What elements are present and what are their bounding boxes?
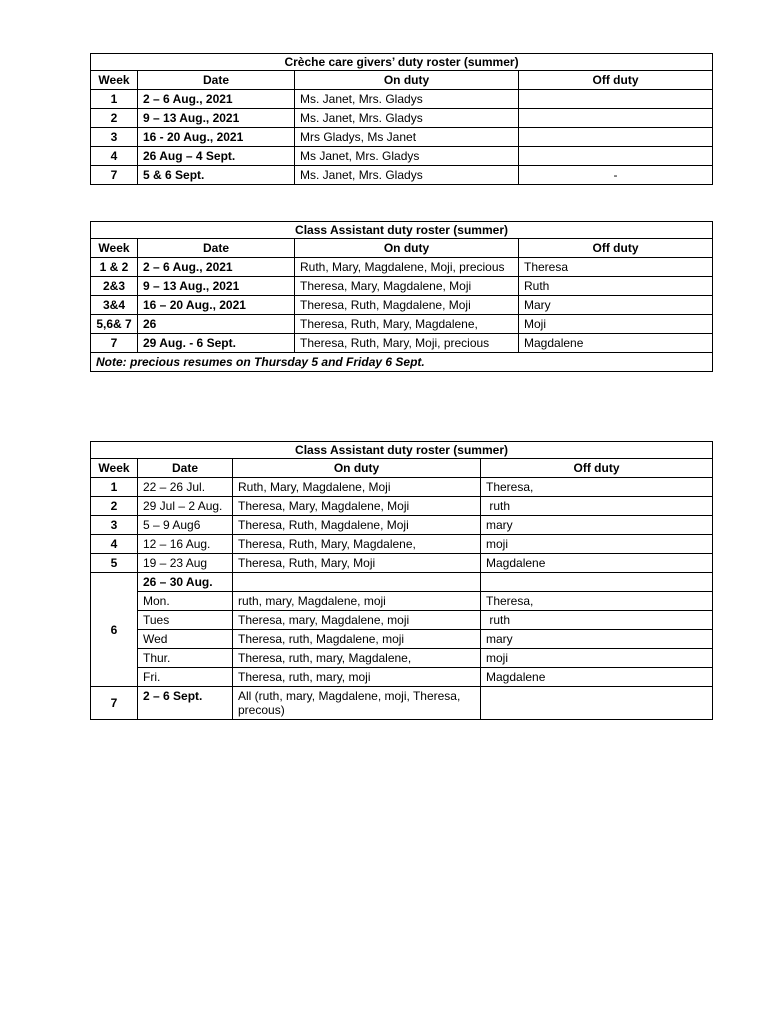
day-cell: Wed — [138, 630, 233, 649]
table-row — [91, 315, 713, 334]
on-duty-cell: Theresa, Mary, Magdalene, Moji — [295, 277, 519, 296]
off-duty-cell: Theresa — [519, 258, 713, 277]
off-duty-cell — [519, 90, 713, 109]
on-duty-cell: Theresa, mary, Magdalene, moji — [233, 611, 481, 630]
week-cell: 5,6& 7 — [91, 315, 138, 334]
table-title: Crèche care givers’ duty roster (summer) — [91, 54, 713, 71]
week-cell: 3 — [91, 128, 138, 147]
header-on-duty: On duty — [233, 459, 481, 478]
header-date: Date — [138, 71, 295, 90]
off-duty-cell — [481, 573, 713, 592]
header-off-duty: Off duty — [519, 239, 713, 258]
off-duty-cell: Mary — [519, 296, 713, 315]
table-row — [91, 573, 713, 592]
on-duty-cell: All (ruth, mary, Magdalene, moji, Theresa, precous) — [233, 687, 481, 720]
table-row — [91, 497, 713, 516]
date-cell: 16 – 20 Aug., 2021 — [138, 296, 295, 315]
table-row — [91, 535, 713, 554]
week-cell: 2 — [91, 109, 138, 128]
table-row — [91, 166, 713, 185]
on-duty-cell: Theresa, Ruth, Mary, Moji, precious — [295, 334, 519, 353]
week-cell: 2 — [91, 497, 138, 516]
on-duty-cell: Theresa, Mary, Magdalene, Moji — [233, 497, 481, 516]
day-cell: Mon. — [138, 592, 233, 611]
table-row — [91, 592, 713, 611]
table-title: Class Assistant duty roster (summer) — [91, 442, 713, 459]
on-duty-cell: Ms. Janet, Mrs. Gladys — [295, 109, 519, 128]
header-date: Date — [138, 239, 295, 258]
date-cell: 29 Jul – 2 Aug. — [138, 497, 233, 516]
off-duty-cell — [519, 128, 713, 147]
week-cell: 7 — [91, 166, 138, 185]
off-duty-cell: mary — [481, 630, 713, 649]
off-duty-cell — [519, 147, 713, 166]
on-duty-cell: Theresa, Ruth, Mary, Magdalene, — [233, 535, 481, 554]
table-row — [91, 90, 713, 109]
off-duty-cell: ruth — [481, 611, 713, 630]
header-off-duty: Off duty — [481, 459, 713, 478]
date-cell: 19 – 23 Aug — [138, 554, 233, 573]
header-on-duty: On duty — [295, 239, 519, 258]
off-duty-cell: Moji — [519, 315, 713, 334]
date-cell: 2 – 6 Aug., 2021 — [138, 258, 295, 277]
on-duty-cell: Ms Janet, Mrs. Gladys — [295, 147, 519, 166]
date-cell: 26 — [138, 315, 295, 334]
date-cell: 22 – 26 Jul. — [138, 478, 233, 497]
week-cell: 2&3 — [91, 277, 138, 296]
off-duty-cell: - — [519, 166, 713, 185]
table-row — [91, 668, 713, 687]
day-cell: Fri. — [138, 668, 233, 687]
table-row — [91, 334, 713, 353]
on-duty-cell: ruth, mary, Magdalene, moji — [233, 592, 481, 611]
date-cell: 5 & 6 Sept. — [138, 166, 295, 185]
date-cell: 12 – 16 Aug. — [138, 535, 233, 554]
table-row — [91, 128, 713, 147]
class-assistant-roster-table-2 — [90, 441, 713, 720]
off-duty-cell: ruth — [481, 497, 713, 516]
header-week: Week — [91, 239, 138, 258]
on-duty-cell: Ruth, Mary, Magdalene, Moji — [233, 478, 481, 497]
date-cell: 26 – 30 Aug. — [138, 573, 233, 592]
on-duty-cell: Mrs Gladys, Ms Janet — [295, 128, 519, 147]
on-duty-cell: Theresa, Ruth, Magdalene, Moji — [233, 516, 481, 535]
on-duty-cell: Theresa, Ruth, Mary, Moji — [233, 554, 481, 573]
week-cell: 3 — [91, 516, 138, 535]
table-row — [91, 296, 713, 315]
off-duty-cell: Magdalene — [481, 554, 713, 573]
week-cell: 5 — [91, 554, 138, 573]
off-duty-cell: Ruth — [519, 277, 713, 296]
off-duty-cell: moji — [481, 535, 713, 554]
table-row — [91, 630, 713, 649]
off-duty-cell: Theresa, — [481, 478, 713, 497]
date-cell: 26 Aug – 4 Sept. — [138, 147, 295, 166]
table-row — [91, 554, 713, 573]
week-cell: 6 — [91, 573, 138, 687]
off-duty-cell: mary — [481, 516, 713, 535]
week-cell: 7 — [91, 687, 138, 720]
header-week: Week — [91, 71, 138, 90]
date-cell: 29 Aug. - 6 Sept. — [138, 334, 295, 353]
table-row — [91, 649, 713, 668]
week-cell: 7 — [91, 334, 138, 353]
table-row — [91, 611, 713, 630]
header-date: Date — [138, 459, 233, 478]
date-cell: 9 – 13 Aug., 2021 — [138, 277, 295, 296]
on-duty-cell — [233, 573, 481, 592]
on-duty-cell: Ms. Janet, Mrs. Gladys — [295, 90, 519, 109]
on-duty-cell: Ms. Janet, Mrs. Gladys — [295, 166, 519, 185]
on-duty-cell: Theresa, Ruth, Mary, Magdalene, — [295, 315, 519, 334]
week-cell: 1 — [91, 478, 138, 497]
week-cell: 4 — [91, 535, 138, 554]
off-duty-cell: Theresa, — [481, 592, 713, 611]
day-cell: Tues — [138, 611, 233, 630]
table-title: Class Assistant duty roster (summer) — [91, 222, 713, 239]
date-cell: 2 – 6 Aug., 2021 — [138, 90, 295, 109]
header-on-duty: On duty — [295, 71, 519, 90]
table-row — [91, 147, 713, 166]
date-cell: 5 – 9 Aug6 — [138, 516, 233, 535]
table-row — [91, 687, 713, 720]
header-week: Week — [91, 459, 138, 478]
on-duty-cell: Ruth, Mary, Magdalene, Moji, precious — [295, 258, 519, 277]
table-row — [91, 478, 713, 497]
on-duty-cell: Theresa, ruth, Magdalene, moji — [233, 630, 481, 649]
date-cell: 9 – 13 Aug., 2021 — [138, 109, 295, 128]
table-row — [91, 109, 713, 128]
class-assistant-roster-table-1 — [90, 221, 713, 372]
date-cell: 2 – 6 Sept. — [138, 687, 233, 720]
week-cell: 1 — [91, 90, 138, 109]
on-duty-cell: Theresa, ruth, mary, Magdalene, — [233, 649, 481, 668]
off-duty-cell — [519, 109, 713, 128]
table-row — [91, 258, 713, 277]
on-duty-cell: Theresa, ruth, mary, moji — [233, 668, 481, 687]
date-cell: 16 - 20 Aug., 2021 — [138, 128, 295, 147]
off-duty-cell: Magdalene — [481, 668, 713, 687]
off-duty-cell: Magdalene — [519, 334, 713, 353]
table-row — [91, 277, 713, 296]
off-duty-cell — [481, 687, 713, 720]
on-duty-cell: Theresa, Ruth, Magdalene, Moji — [295, 296, 519, 315]
week-cell: 3&4 — [91, 296, 138, 315]
header-off-duty: Off duty — [519, 71, 713, 90]
day-cell: Thur. — [138, 649, 233, 668]
week-cell: 1 & 2 — [91, 258, 138, 277]
table-row — [91, 516, 713, 535]
creche-roster-table — [90, 53, 713, 185]
off-duty-cell: moji — [481, 649, 713, 668]
table-note: Note: precious resumes on Thursday 5 and Friday 6 Sept. — [91, 353, 713, 372]
week-cell: 4 — [91, 147, 138, 166]
